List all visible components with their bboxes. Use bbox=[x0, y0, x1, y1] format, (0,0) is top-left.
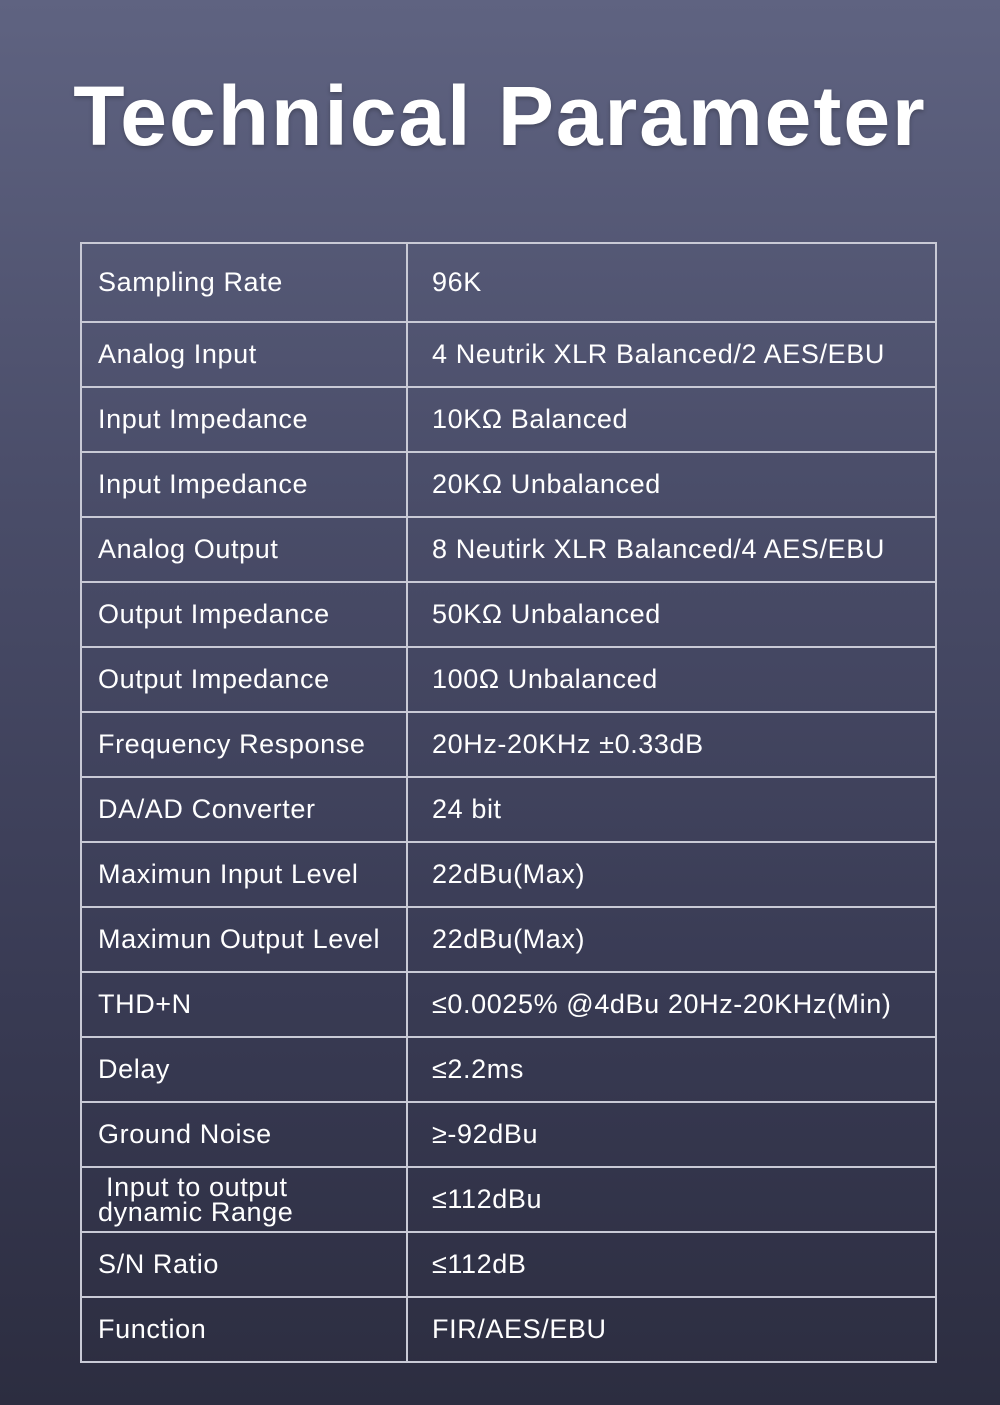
param-value: 8 Neutirk XLR Balanced/4 AES/EBU bbox=[407, 517, 936, 582]
table-row bbox=[81, 1167, 936, 1232]
table-row bbox=[81, 972, 936, 1037]
spec-table bbox=[80, 242, 937, 1363]
param-label: Frequency Response bbox=[81, 712, 407, 777]
param-label-line: dynamic Range bbox=[98, 1196, 294, 1227]
table-row bbox=[81, 517, 936, 582]
table-row bbox=[81, 712, 936, 777]
param-value: ≤112dBu bbox=[407, 1167, 936, 1232]
page-title: Technical Parameter bbox=[73, 69, 927, 163]
table-row bbox=[81, 647, 936, 712]
param-label: Maximun Input Level bbox=[81, 842, 407, 907]
table-row bbox=[81, 452, 936, 517]
param-label: Output Impedance bbox=[81, 647, 407, 712]
table-row bbox=[81, 387, 936, 452]
table-row bbox=[81, 243, 936, 322]
table-row bbox=[81, 582, 936, 647]
param-label: Input Impedance bbox=[81, 452, 407, 517]
table-row bbox=[81, 907, 936, 972]
param-value: 96K bbox=[407, 243, 936, 322]
param-label: Analog Input bbox=[81, 322, 407, 387]
table-row bbox=[81, 1102, 936, 1167]
table-row bbox=[81, 777, 936, 842]
param-value: 22dBu(Max) bbox=[407, 842, 936, 907]
param-label: Delay bbox=[81, 1037, 407, 1102]
param-value: ≥-92dBu bbox=[407, 1102, 936, 1167]
param-label: Input Impedance bbox=[81, 387, 407, 452]
param-label: Analog Output bbox=[81, 517, 407, 582]
table-row bbox=[81, 842, 936, 907]
table-row bbox=[81, 1297, 936, 1362]
param-label-line: Input to output bbox=[106, 1171, 288, 1202]
param-value: 20Hz-20KHz ±0.33dB bbox=[407, 712, 936, 777]
param-value: 20KΩ Unbalanced bbox=[407, 452, 936, 517]
table-row bbox=[81, 1232, 936, 1297]
param-label bbox=[81, 1167, 407, 1232]
param-label: Ground Noise bbox=[81, 1102, 407, 1167]
param-value: 50KΩ Unbalanced bbox=[407, 582, 936, 647]
param-label: S/N Ratio bbox=[81, 1232, 407, 1297]
param-value: 100Ω Unbalanced bbox=[407, 647, 936, 712]
table-row bbox=[81, 322, 936, 387]
param-label: DA/AD Converter bbox=[81, 777, 407, 842]
param-value: 24 bit bbox=[407, 777, 936, 842]
param-label: Output Impedance bbox=[81, 582, 407, 647]
param-label: THD+N bbox=[81, 972, 407, 1037]
param-value: ≤2.2ms bbox=[407, 1037, 936, 1102]
param-value: 4 Neutrik XLR Balanced/2 AES/EBU bbox=[407, 322, 936, 387]
param-label: Maximun Output Level bbox=[81, 907, 407, 972]
param-value: FIR/AES/EBU bbox=[407, 1297, 936, 1362]
param-label: Function bbox=[81, 1297, 407, 1362]
table-row bbox=[81, 1037, 936, 1102]
param-value: ≤0.0025% @4dBu 20Hz-20KHz(Min) bbox=[407, 972, 936, 1037]
param-label: Sampling Rate bbox=[81, 243, 407, 322]
param-value: 22dBu(Max) bbox=[407, 907, 936, 972]
param-value: 10KΩ Balanced bbox=[407, 387, 936, 452]
param-value: ≤112dB bbox=[407, 1232, 936, 1297]
